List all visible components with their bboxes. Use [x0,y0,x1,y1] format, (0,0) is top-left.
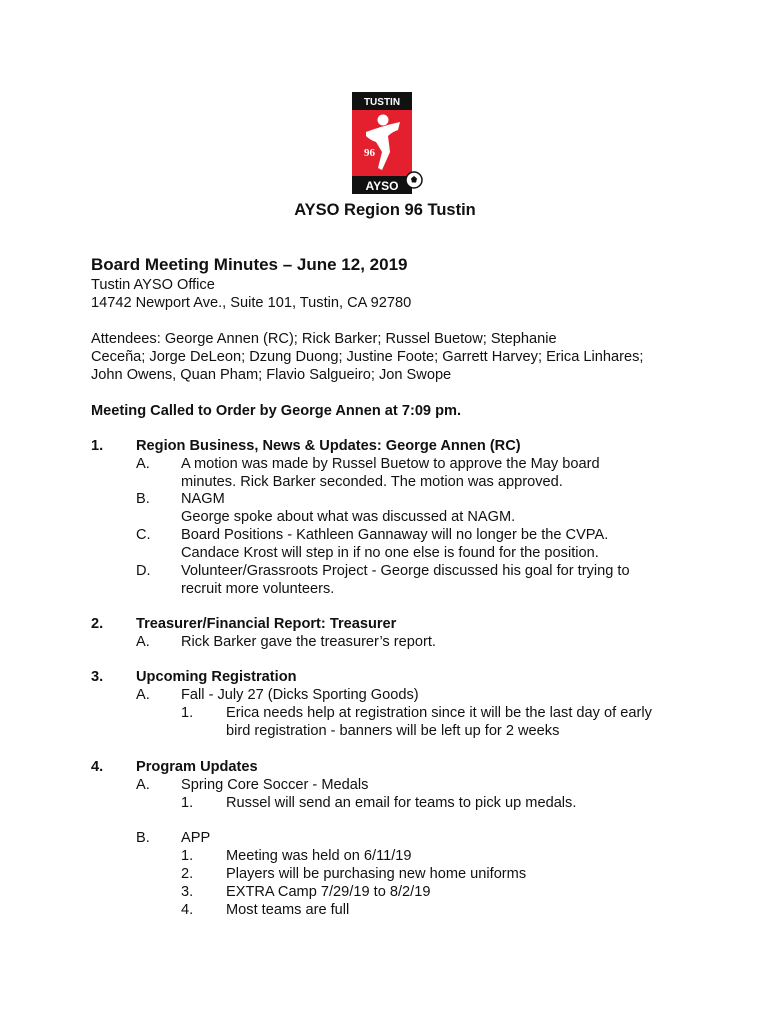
item-text: Spring Core Soccer - Medals [181,777,369,793]
item-text: A motion was made by Russel Buetow to approve the May board [181,456,600,472]
svg-text:AYSO: AYSO [365,179,399,193]
attendees-line: John Owens, Quan Pham; Flavio Salgueiro; Jon Swope [91,367,452,383]
subitem-label: 2. [181,866,194,882]
section-title: Region Business, News & Updates: George Annen (RC) [136,438,521,454]
item-label: B. [136,830,150,846]
item-text: George spoke about what was discussed at NAGM. [181,509,516,525]
subitem-label: 4. [181,902,194,918]
item-text: Fall - July 27 (Dicks Sporting Goods) [181,687,419,703]
item-label: A. [136,634,150,650]
meeting-location: Tustin AYSO Office [91,277,215,293]
section-number: 1. [91,438,104,454]
subitem-text: Meeting was held on 6/11/19 [226,848,412,864]
ayso-logo [352,92,424,198]
document-title: AYSO Region 96 Tustin [294,201,476,219]
called-to-order: Meeting Called to Order by George Annen at 7:09 pm. [91,403,462,419]
subitem-text: EXTRA Camp 7/29/19 to 8/2/19 [226,884,431,900]
subitem-text: Erica needs help at registration since it will be the last day of early [226,705,652,721]
item-text: Volunteer/Grassroots Project - George discussed his goal for trying to [181,563,630,579]
item-text: APP [181,830,211,846]
svg-text:96: 96 [364,147,375,159]
subitem-label: 1. [181,705,194,721]
subitem-label: 1. [181,848,194,864]
subitem-text: Russel will send an email for teams to pick up medals. [226,795,577,811]
item-text: NAGM [181,491,225,507]
section-number: 4. [91,759,104,775]
meeting-heading: Board Meeting Minutes – June 12, 2019 [91,255,408,274]
item-text: minutes. Rick Barker seconded. The motion was approved. [181,474,563,490]
item-label: A. [136,456,150,472]
subitem-label: 1. [181,795,194,811]
section-title: Treasurer/Financial Report: Treasurer [136,616,397,632]
subitem-text: Most teams are full [226,902,350,918]
item-label: D. [136,563,151,579]
meeting-address: 14742 Newport Ave., Suite 101, Tustin, CA 92780 [91,295,412,311]
item-text: Rick Barker gave the treasurer’s report. [181,634,436,650]
subitem-label: 3. [181,884,194,900]
attendees-line: Attendees: George Annen (RC); Rick Barker; Russel Buetow; Stephanie [91,331,557,347]
section-title: Upcoming Registration [136,669,297,685]
attendees-line: Ceceña; Jorge DeLeon; Dzung Duong; Justine Foote; Garrett Harvey; Erica Linhares; [91,349,644,365]
section-number: 3. [91,669,104,685]
section-number: 2. [91,616,104,632]
subitem-text: Players will be purchasing new home uniforms [226,866,527,882]
item-text: Candace Krost will step in if no one else is found for the position. [181,545,599,561]
item-text: Board Positions - Kathleen Gannaway will no longer be the CVPA. [181,527,609,543]
item-text: recruit more volunteers. [181,581,335,597]
svg-text:TUSTIN: TUSTIN [363,97,401,108]
item-label: A. [136,777,150,793]
subitem-text: bird registration - banners will be left up for 2 weeks [226,723,560,739]
item-label: A. [136,687,150,703]
item-label: C. [136,527,151,543]
section-title: Program Updates [136,759,258,775]
item-label: B. [136,491,150,507]
